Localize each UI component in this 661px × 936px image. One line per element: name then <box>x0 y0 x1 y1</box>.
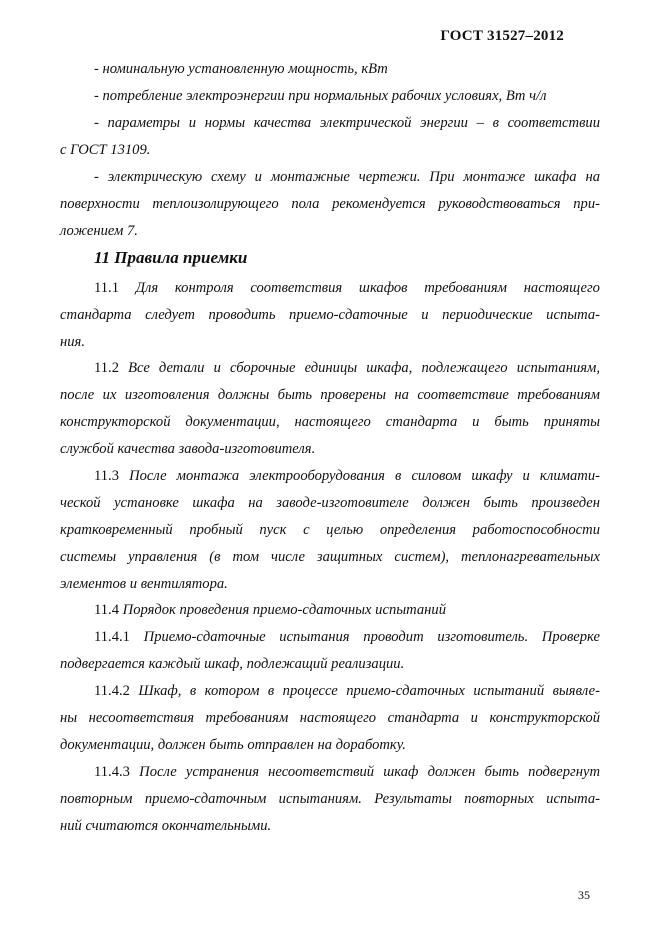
intro-line: ложением 7. <box>60 223 138 239</box>
paragraph-line: 11.4.2 Шкаф, в котором в процессе приемо-сдаточных испытаний выявле- <box>94 683 600 699</box>
page-number: 35 <box>578 888 590 902</box>
intro-line: - электрическую схему и монтажные чертежи. При монтаже шкафа на <box>94 169 600 185</box>
paragraph-11-3 <box>60 463 600 598</box>
clause-number: 11.2 <box>94 360 119 376</box>
section-heading: 11 Правила приемки <box>94 248 248 267</box>
paragraph-line: 11.4 Порядок проведения приемо-сдаточных испытаний <box>94 602 446 618</box>
paragraph-11-4-2 <box>60 678 600 759</box>
paragraph-line: после их изготовления должны быть проверены на соответствие требованиям <box>60 387 600 403</box>
intro-list <box>60 56 600 245</box>
document-code-header: ГОСТ 31527–2012 <box>440 28 564 44</box>
paragraph-line: 11.4.1 Приемо-сдаточные испытания проводит изготовитель. Проверке <box>94 629 600 645</box>
clause-number: 11.1 <box>94 280 119 296</box>
paragraph-line: стандарта следует проводить приемо-сдаточные и периодические испыта- <box>60 307 600 323</box>
paragraph-11-1 <box>60 275 600 356</box>
paragraph-line: системы управления (в том числе защитных систем), теплонагревательных <box>60 549 600 565</box>
paragraph-line: ний считаются окончательными. <box>60 818 272 834</box>
clause-number: 11.4.2 <box>94 683 130 699</box>
paragraph-line: службой качества завода-изготовителя. <box>60 441 316 457</box>
paragraph-line: 11.2 Все детали и сборочные единицы шкафа, подлежащего испытаниям, <box>94 360 600 376</box>
clause-number: 11.4.3 <box>94 764 130 780</box>
paragraph-line: 11.4.3 После устранения несоответствий шкаф должен быть подвергнут <box>94 764 600 780</box>
paragraph-line: элементов и вентилятора. <box>60 576 228 592</box>
intro-line: - номинальную установленную мощность, кВт <box>94 61 388 77</box>
intro-line: - параметры и нормы качества электрической энергии – в соответствии <box>94 115 600 131</box>
paragraph-line: повторным приемо-сдаточным испытаниям. Результаты повторных испыта- <box>60 791 600 807</box>
intro-line: - потребление электроэнергии при нормальных рабочих условиях, Вт ч/л <box>94 88 547 104</box>
paragraph-line: 11.1 Для контроля соответствия шкафов требованиям настоящего <box>94 280 600 296</box>
paragraph-line: ния. <box>60 334 85 350</box>
paragraph-11-4 <box>60 597 600 624</box>
clause-number: 11.3 <box>94 468 119 484</box>
paragraph-11-2 <box>60 355 600 463</box>
paragraph-line: кратковременный пробный пуск с целью определения работоспособности <box>60 522 600 538</box>
paragraph-line: ны несоответствия требованиям настоящего стандарта и конструкторской <box>60 710 600 726</box>
clause-number: 11.4 <box>94 602 119 618</box>
paragraph-line: документации, должен быть отправлен на доработку. <box>60 737 406 753</box>
paragraph-line: 11.3 После монтажа электрооборудования в силовом шкафу и климати- <box>94 468 600 484</box>
intro-line: с ГОСТ 13109. <box>60 142 151 158</box>
intro-line: поверхности теплоизолирующего пола рекомендуется руководствоваться при- <box>60 196 600 212</box>
paragraph-line: конструкторской документации, настоящего стандарта и быть приняты <box>60 414 600 430</box>
paragraph-line: подвергается каждый шкаф, подлежащий реализации. <box>60 656 405 672</box>
paragraph-line: ческой установке шкафа на заводе-изготовителе должен быть произведен <box>60 495 600 511</box>
paragraph-11-4-1 <box>60 624 600 678</box>
paragraph-11-4-3 <box>60 759 600 840</box>
clause-number: 11.4.1 <box>94 629 130 645</box>
